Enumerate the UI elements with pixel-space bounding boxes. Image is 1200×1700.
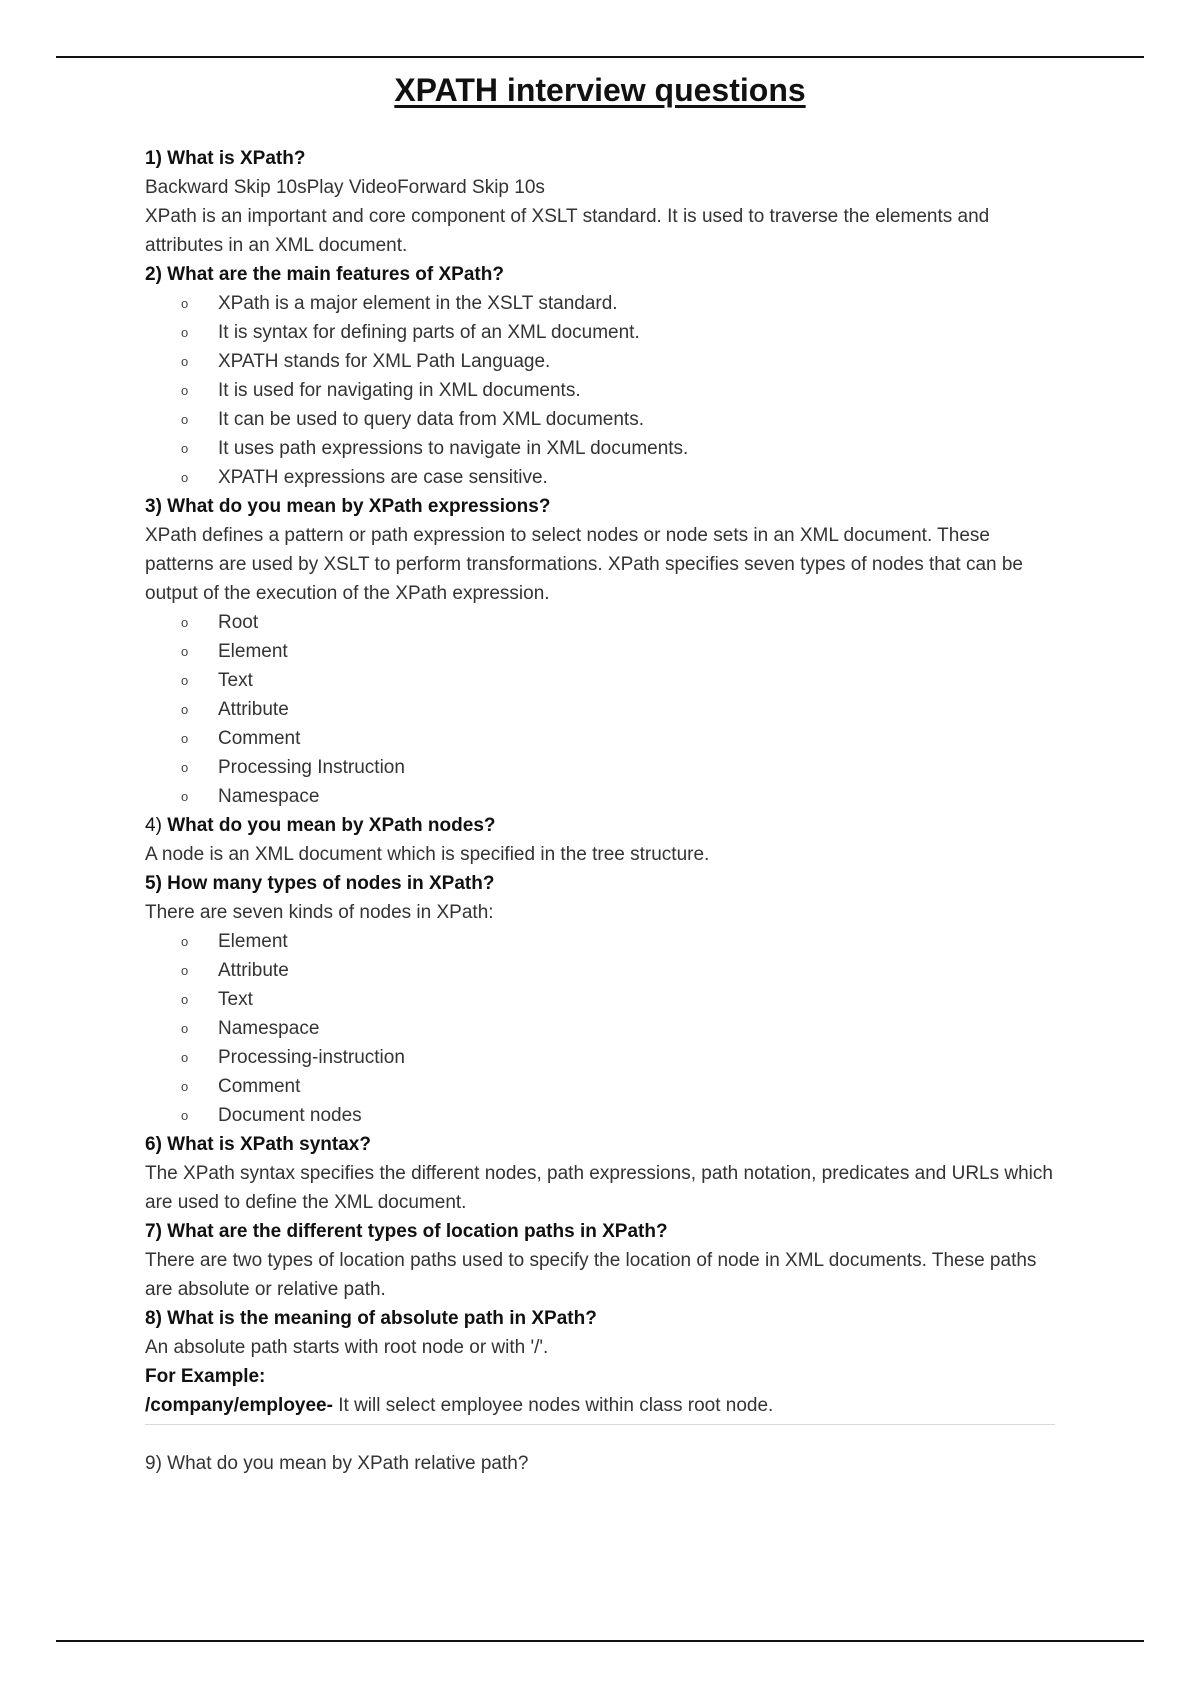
circle-bullet-icon: o — [181, 354, 189, 369]
list-item: o XPath is a major element in the XSLT standard. — [145, 289, 1060, 318]
circle-bullet-icon: o — [181, 1108, 189, 1123]
circle-bullet-icon: o — [181, 1079, 189, 1094]
answer-8: An absolute path starts with root node or with '/'. — [145, 1337, 549, 1358]
circle-bullet-icon: o — [181, 644, 189, 659]
question-5: 5) How many types of nodes in XPath? — [145, 873, 495, 894]
circle-bullet-icon: o — [181, 731, 189, 746]
circle-bullet-icon: o — [181, 325, 189, 340]
question-2: 2) What are the main features of XPath? — [145, 264, 504, 285]
example-line — [145, 1391, 1060, 1420]
video-controls-text: Backward Skip 10sPlay VideoForward Skip 10s — [145, 177, 545, 198]
list-item: o Root — [145, 608, 1060, 637]
circle-bullet-icon: o — [181, 934, 189, 949]
answer-7: There are two types of location paths used to specify the location of node in XML documents. These paths are absolute or relative path. — [145, 1250, 1037, 1300]
node-kinds-list — [145, 927, 1060, 1130]
document-body — [145, 144, 1060, 1478]
circle-bullet-icon: o — [181, 673, 189, 688]
circle-bullet-icon: o — [181, 789, 189, 804]
list-item: o It is used for navigating in XML documents. — [145, 376, 1060, 405]
list-item: o It can be used to query data from XML documents. — [145, 405, 1060, 434]
question-4-text: What do you mean by XPath nodes? — [167, 815, 496, 836]
question-7: 7) What are the different types of location paths in XPath? — [145, 1221, 668, 1242]
circle-bullet-icon: o — [181, 992, 189, 1007]
example-path: /company/employee- — [145, 1395, 333, 1416]
page-title: XPATH interview questions — [394, 72, 806, 108]
answer-6: The XPath syntax specifies the different nodes, path expressions, path notation, predicates and URLs which are used to define the XML document. — [145, 1163, 1053, 1213]
features-list — [145, 289, 1060, 492]
circle-bullet-icon: o — [181, 702, 189, 717]
list-item: o Element — [145, 637, 1060, 666]
circle-bullet-icon: o — [181, 760, 189, 775]
question-1: 1) What is XPath? — [145, 148, 306, 169]
list-item: o It uses path expressions to navigate in XML documents. — [145, 434, 1060, 463]
list-item: o Processing Instruction — [145, 753, 1060, 782]
list-item: o Attribute — [145, 956, 1060, 985]
circle-bullet-icon: o — [181, 441, 189, 456]
list-item: o Document nodes — [145, 1101, 1060, 1130]
answer-5: There are seven kinds of nodes in XPath: — [145, 902, 494, 923]
list-item: o XPATH expressions are case sensitive. — [145, 463, 1060, 492]
circle-bullet-icon: o — [181, 1021, 189, 1036]
question-4-number: 4) — [145, 815, 162, 836]
list-item: o Namespace — [145, 782, 1060, 811]
list-item: o Comment — [145, 1072, 1060, 1101]
question-6: 6) What is XPath syntax? — [145, 1134, 371, 1155]
question-8: 8) What is the meaning of absolute path in XPath? — [145, 1308, 597, 1329]
answer-3: XPath defines a pattern or path expression to select nodes or node sets in an XML document. These patterns are used by XSLT to perform transformations. XPath specifies seven types of nodes that can be output of the execution of the XPath expression. — [145, 525, 1023, 604]
circle-bullet-icon: o — [181, 1050, 189, 1065]
circle-bullet-icon: o — [181, 963, 189, 978]
list-item: o Namespace — [145, 1014, 1060, 1043]
top-rule — [56, 56, 1144, 58]
circle-bullet-icon: o — [181, 615, 189, 630]
list-item: o Element — [145, 927, 1060, 956]
answer-1: XPath is an important and core component of XSLT standard. It is used to traverse the elements and attributes in an XML document. — [145, 206, 990, 256]
list-item: o XPATH stands for XML Path Language. — [145, 347, 1060, 376]
question-3: 3) What do you mean by XPath expressions? — [145, 496, 551, 517]
list-item: o Text — [145, 666, 1060, 695]
expression-node-types-list — [145, 608, 1060, 811]
list-item: o Comment — [145, 724, 1060, 753]
question-4 — [145, 811, 1060, 840]
circle-bullet-icon: o — [181, 412, 189, 427]
example-description: It will select employee nodes within class root node. — [332, 1395, 774, 1416]
section-divider — [145, 1424, 1055, 1425]
circle-bullet-icon: o — [181, 470, 189, 485]
list-item: o It is syntax for defining parts of an XML document. — [145, 318, 1060, 347]
bottom-rule — [56, 1640, 1144, 1642]
circle-bullet-icon: o — [181, 296, 189, 311]
answer-4: A node is an XML document which is specified in the tree structure. — [145, 844, 710, 865]
circle-bullet-icon: o — [181, 383, 189, 398]
list-item: o Processing-instruction — [145, 1043, 1060, 1072]
list-item: o Text — [145, 985, 1060, 1014]
list-item: o Attribute — [145, 695, 1060, 724]
question-9: 9) What do you mean by XPath relative path? — [145, 1453, 529, 1474]
example-label: For Example: — [145, 1366, 266, 1387]
